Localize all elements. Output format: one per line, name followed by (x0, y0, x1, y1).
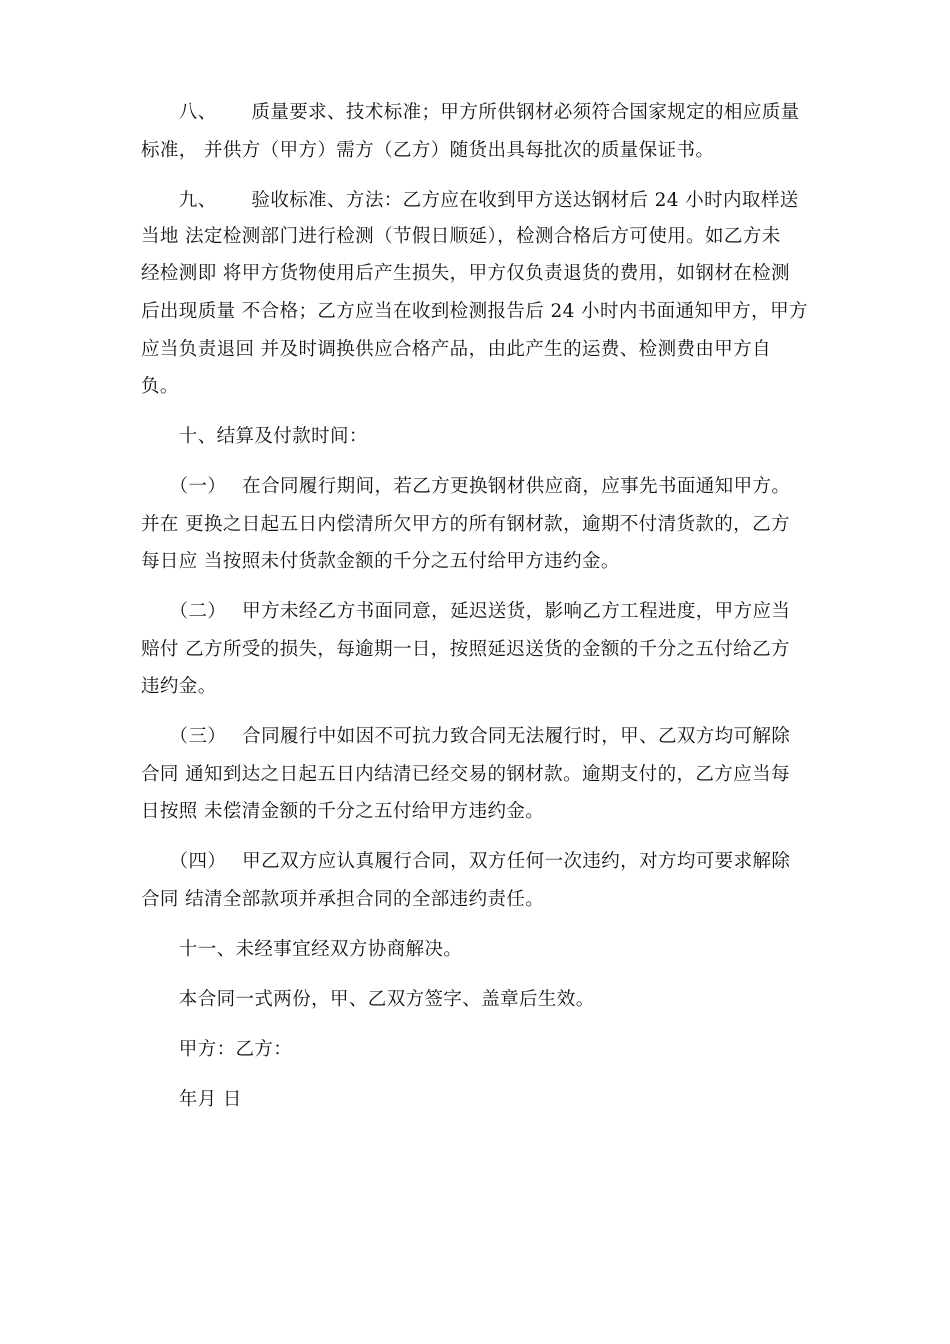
clause-9-line-5: 应当负责退回 并及时调换供应合格产品，由此产生的运费、检测费由甲方自 (141, 339, 771, 360)
clause-8-line-1: 八、 质量要求、技术标准；甲方所供钢材必须符合国家规定的相应质量 (141, 102, 800, 123)
clause-10-4-line-1: （四） 甲乙双方应认真履行合同，双方任何一次违约，对方均可要求解除 (141, 851, 791, 872)
clause-10-2-line-3: 违约金。 (141, 676, 217, 697)
clause-10-1-line-3: 每日应 当按照未付货款金额的千分之五付给甲方违约金。 (141, 551, 620, 572)
clause-10-3-line-3: 日按照 未偿清金额的千分之五付给甲方违约金。 (141, 801, 545, 822)
clause-10-4-line-2: 合同 结清全部款项并承担合同的全部违约责任。 (141, 889, 545, 910)
signature-parties: 甲方：乙方： (141, 1039, 293, 1060)
clause-9-line-3: 经检测即 将甲方货物使用后产生损失，甲方仅负责退货的费用，如钢材在检测 (141, 263, 790, 284)
clause-9-line-2: 当地 法定检测部门进行检测（节假日顺延），检测合格后方可使用。如乙方未 (141, 226, 781, 247)
clause-10-heading: 十、结算及付款时间： (141, 426, 368, 447)
clause-9-line-6: 负。 (141, 376, 179, 397)
clause-9-line-4: 后出现质量 不合格；乙方应当在收到检测报告后 24 小时内书面通知甲方，甲方 (141, 301, 808, 322)
clause-8-line-2: 标准， 并供方（甲方）需方（乙方）随货出具每批次的质量保证书。 (141, 140, 715, 161)
clause-10-3-line-2: 合同 通知到达之日起五日内结清已经交易的钢材款。逾期支付的，乙方应当每 (141, 764, 790, 785)
signature-date: 年月 日 (141, 1089, 242, 1110)
clause-9-line-1: 九、 验收标准、方法：乙方应在收到甲方送达钢材后 24 小时内取样送 (141, 190, 799, 211)
clause-10-3-line-1: （三） 合同履行中如因不可抗力致合同无法履行时，甲、乙双方均可解除 (141, 726, 791, 747)
copies-statement: 本合同一式两份，甲、乙双方签字、盖章后生效。 (141, 989, 595, 1010)
clause-10-1-line-2: 并在 更换之日起五日内偿清所欠甲方的所有钢材款，逾期不付清货款的，乙方 (141, 514, 790, 535)
clause-10-2-line-2: 赔付 乙方所受的损失，每逾期一日，按照延迟送货的金额的千分之五付给乙方 (141, 639, 790, 660)
clause-10-1-line-1: （一） 在合同履行期间，若乙方更换钢材供应商，应事先书面通知甲方。 (141, 476, 791, 497)
clause-10-2-line-1: （二） 甲方未经乙方书面同意，延迟送货，影响乙方工程进度，甲方应当 (141, 601, 791, 622)
clause-11: 十一、未经事宜经双方协商解决。 (141, 939, 463, 960)
